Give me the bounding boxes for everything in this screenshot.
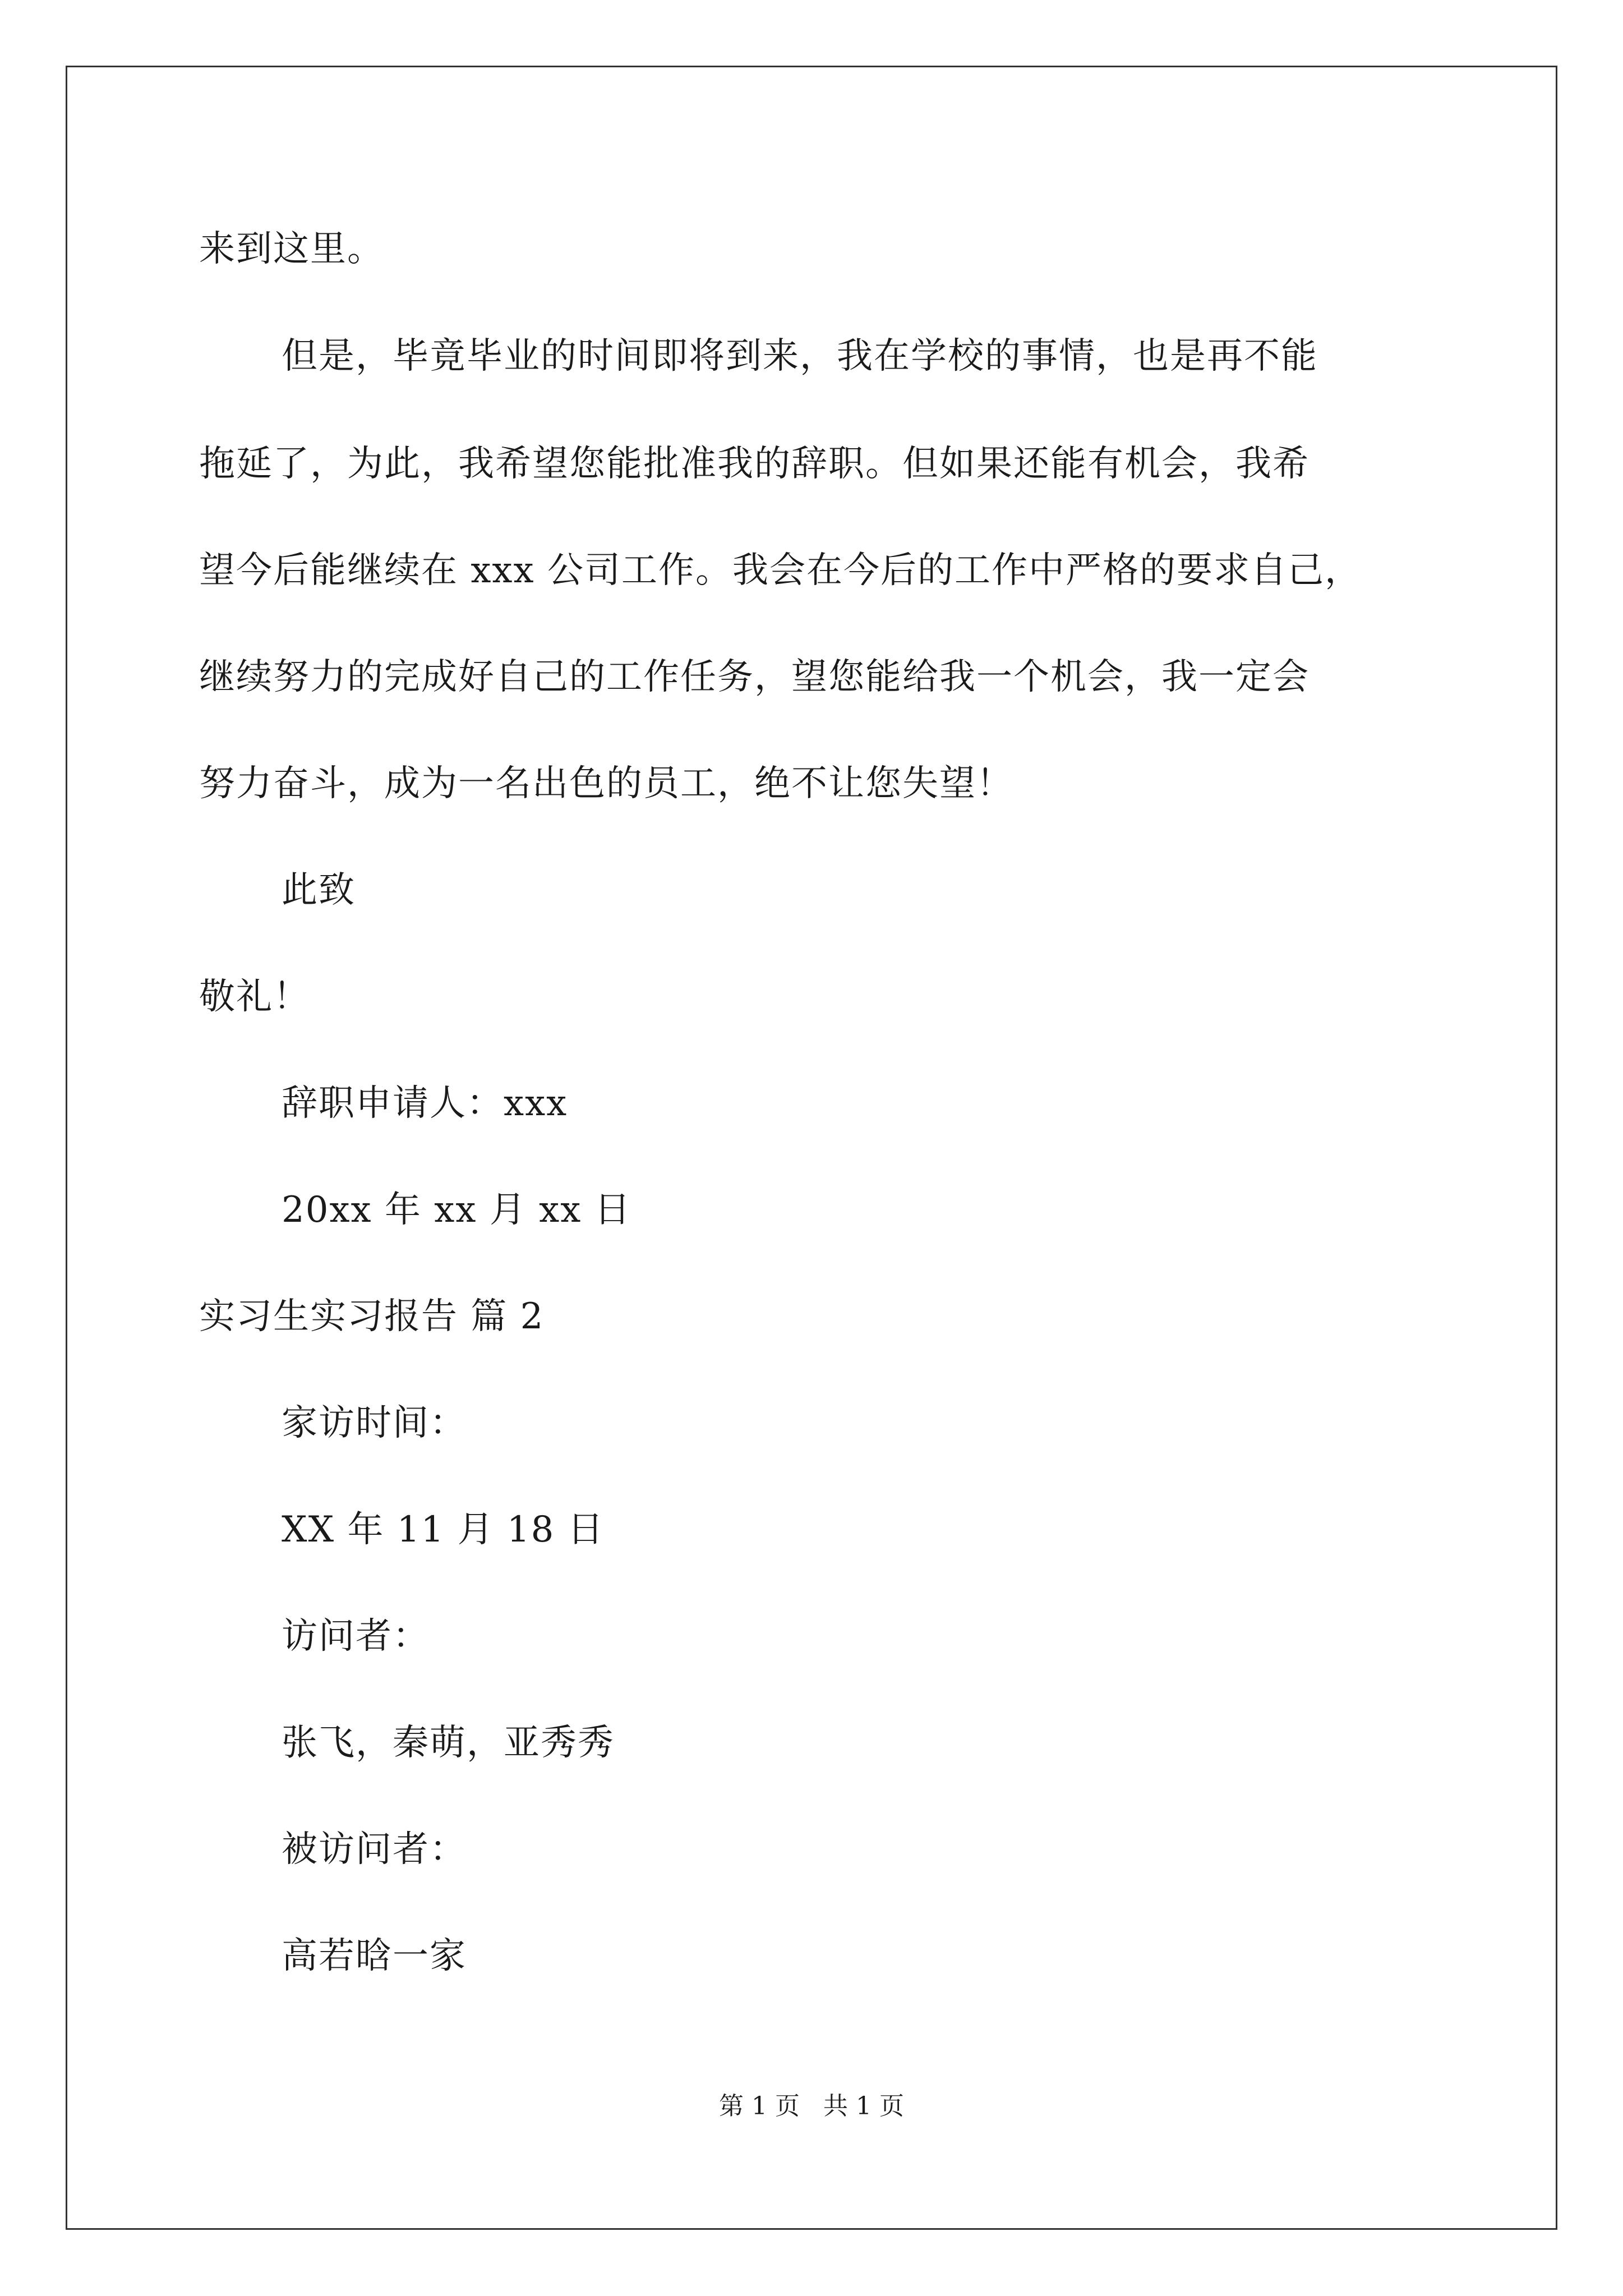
section-heading: 实习生实习报告 篇 2 [199, 1296, 545, 1337]
applicant-line: 辞职申请人：xxx [282, 1083, 568, 1124]
text-line: 来到这里。 [199, 228, 384, 270]
closing-line: 敬礼！ [199, 976, 310, 1018]
text-line: 拖延了，为此，我希望您能批准我的辞职。但如果还能有机会，我希 [199, 443, 1310, 485]
text-line: 被访问者： [282, 1829, 467, 1870]
text-line: 望今后能继续在 xxx 公司工作。我会在今后的工作中严格的要求自己， [199, 550, 1362, 591]
page-border [66, 66, 1557, 2230]
text-line: 张飞，秦萌，亚秀秀 [282, 1722, 615, 1764]
text-line: 家访时间： [282, 1402, 467, 1444]
text-line: 访问者： [282, 1616, 430, 1657]
text-line: 但是，毕竟毕业的时间即将到来，我在学校的事情，也是再不能 [282, 335, 1318, 377]
salutation-line: 此致 [282, 869, 356, 911]
text-line: 努力奋斗，成为一名出色的员工，绝不让您失望！ [199, 763, 1013, 804]
page-footer: 第 1 页 共 1 页 [719, 2092, 904, 2120]
text-line: XX 年 11 月 18 日 [282, 1509, 605, 1550]
text-line: 高若晗一家 [282, 1935, 467, 1977]
date-line: 20xx 年 xx 月 xx 日 [282, 1189, 631, 1231]
text-line: 继续努力的完成好自己的工作任务，望您能给我一个机会，我一定会 [199, 656, 1310, 698]
